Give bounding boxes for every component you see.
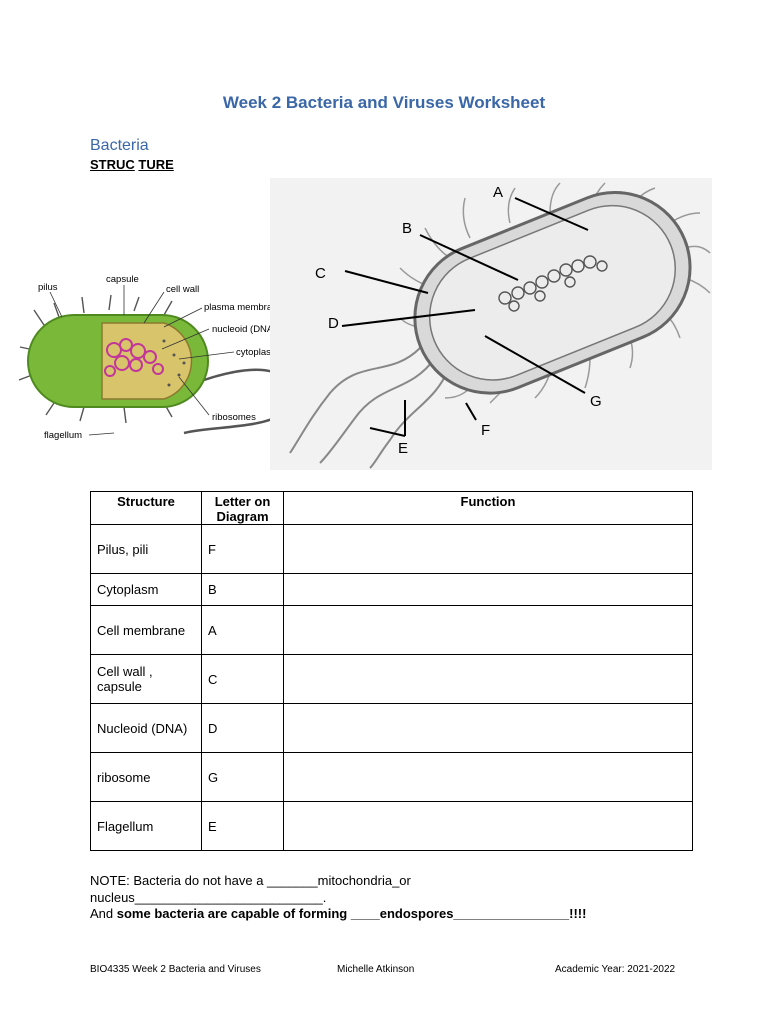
letter-b: B <box>402 220 413 237</box>
structure-heading-part1: STRUC <box>90 157 135 172</box>
structure-heading-part2: TURE <box>138 157 174 172</box>
footer-course: BIO4335 Week 2 Bacteria and Viruses <box>90 964 261 975</box>
header-letter: Letter on Diagram <box>202 492 284 525</box>
flagella-shapes <box>290 348 450 468</box>
label-cell-wall: cell wall <box>166 284 200 295</box>
header-function: Function <box>284 492 693 525</box>
table-row <box>91 606 693 655</box>
table-header-row <box>91 492 693 525</box>
cell-function[interactable] <box>284 704 693 753</box>
letter-f: F <box>481 422 491 439</box>
cell-structure: ribosome <box>91 753 202 802</box>
letter-d: D <box>328 315 339 332</box>
cell-structure: Cell wall , capsule <box>91 655 202 704</box>
letter-c: C <box>315 265 326 282</box>
page-title: Week 2 Bacteria and Viruses Worksheet <box>222 93 546 112</box>
bacterium-lettered-diagram <box>270 178 712 470</box>
table-row <box>91 525 693 574</box>
cell-letter: F <box>202 525 284 574</box>
note-line-3 <box>90 906 700 923</box>
cell-function[interactable] <box>284 802 693 851</box>
label-ribosomes: ribosomes <box>212 412 256 423</box>
cell-structure: Cell membrane <box>91 606 202 655</box>
table-row <box>91 655 693 704</box>
cell-letter: C <box>202 655 284 704</box>
label-plasma-membrane: plasma membrane <box>204 302 283 313</box>
table-row <box>91 704 693 753</box>
note-line-2: nucleus__________________________. <box>90 889 327 905</box>
label-capsule: capsule <box>106 274 139 285</box>
note-line-3-bold: some bacteria are capable of forming ____endospores________________!!!! <box>116 906 587 921</box>
cell-function[interactable] <box>284 655 693 704</box>
table-row <box>91 753 693 802</box>
cell-function[interactable] <box>284 753 693 802</box>
note-line-3-plain: And <box>90 906 117 921</box>
cell-letter: A <box>202 606 284 655</box>
cell-function[interactable] <box>284 574 693 606</box>
header-structure: Structure <box>91 492 202 525</box>
cell-function[interactable] <box>284 525 693 574</box>
cell-structure: Nucleoid (DNA) <box>91 704 202 753</box>
letter-g: G <box>590 393 602 410</box>
cell-structure: Cytoplasm <box>91 574 202 606</box>
cell-letter: E <box>202 802 284 851</box>
cell-structure: Flagellum <box>91 802 202 851</box>
cell-letter: B <box>202 574 284 606</box>
note-block <box>90 873 700 923</box>
cell-letter: G <box>202 753 284 802</box>
bacterium-color-diagram <box>14 265 294 450</box>
section-heading: Bacteria <box>90 137 149 154</box>
cell-letter: D <box>202 704 284 753</box>
table-row <box>91 574 693 606</box>
label-flagellum: flagellum <box>44 430 83 441</box>
structure-table <box>90 491 693 851</box>
note-line-1: NOTE: Bacteria do not have a _______mitochondria_or <box>90 873 411 888</box>
cell-structure: Pilus, pili <box>91 525 202 574</box>
letter-a: A <box>493 184 504 201</box>
label-pilus: pilus <box>38 282 58 293</box>
footer-year: Academic Year: 2021-2022 <box>555 964 676 975</box>
table-row <box>91 802 693 851</box>
label-nucleoid: nucleoid (DNA <box>212 324 274 335</box>
structure-heading <box>90 157 174 172</box>
letter-e: E <box>398 440 409 457</box>
footer-author: Michelle Atkinson <box>337 964 415 975</box>
cell-function[interactable] <box>284 606 693 655</box>
label-cytoplasm: cytoplasm <box>236 347 279 358</box>
